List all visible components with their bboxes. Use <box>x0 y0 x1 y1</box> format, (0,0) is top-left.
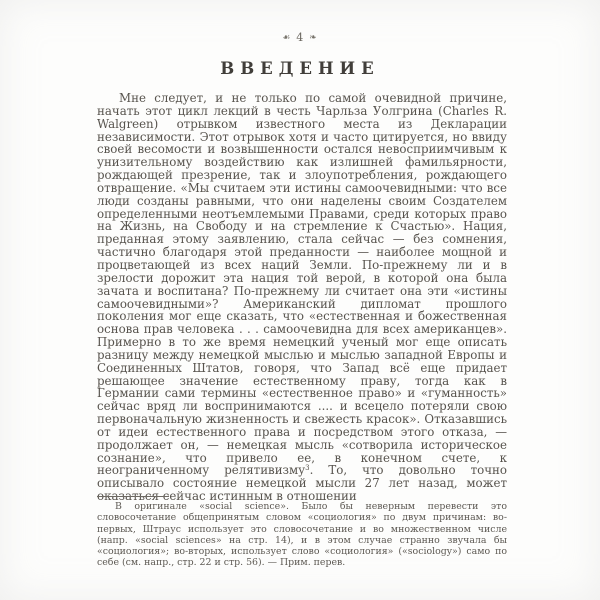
body-paragraph-part2: . То, что довольно точно описывало состояние немецкой мысли 27 лет назад, может оказаться сейчас истинным в отношении <box>97 463 507 504</box>
fleuron-left-icon: ☙ <box>282 33 292 43</box>
footnote-text: В оригинале «social science». Было бы неверным перевести это словосочетание общепринятым словом «социология» по двум причинам: во-первых, Штраус использует это словосочетание и во множественном числе (напр. «social sciences» на стр. 14), и в этом случае странно звучала бы «социология»; во-вторых, использует слово «социология» («sociology») само по себе (см. напр., стр. 22 и стр. 56). — Прим. перев. <box>97 501 507 569</box>
footnote-marker: 3 <box>305 464 310 473</box>
body-paragraph-part1: Мне следует, и не только по самой очевидной причине, начать этот цикл лекций в честь Чарльза Уолгрина (Charles R. Walgreen) отрывком известного места из Декларации независимости. Этот отрывок хотя и часто цитируется, но ввиду своей весомости и возвышенности остался невосприимчивым к унизительному воздействию как излишней фамильярности, рождающей презрение, так и злоупотребления, рождающего отвращение. «Мы считаем эти истины самоочевидными: что все люди созданы равными, что они наделены своим Создателем определенными неотъемлемыми Правами, среди которых право на Жизнь, на Свободу и на стремление к Счастью». Нация, преданная этому заявлению, стала сейчас — без сомнения, частично благодаря этой преданности — наиболее мощной и процветающей из всех наций Земли. По-прежнему ли и в зрелости дорожит эта нация той верой, в которой она была зачата и воспитана? По-прежнему ли считает она эти «истины самоочевидными»? Американский дипломат прошлого поколения мог еще сказать, что «естественная и божественная основа прав человека . . . самоочевидна для всех американцев». Примерно в то же время немецкий ученый мог еще описать разницу между немецкой мыслью и мыслью западной Европы и Соединенных Штатов, говоря, что Запад всё еще придает решающее значение естественному праву, тогда как в Германии сами термины «естественное право» и «гуманность» сейчас вряд ли воспринимаются .... и всецело потеряли свою первоначальную жизненность и свежесть красок». Отказавшись от идеи естественного права и посредством этого отказа, — продолжает он, — немецкая мысль «сотворила историческое сознание», что привело ее, в конечном счете, к неограниченному релятивизму <box>97 91 507 478</box>
body-paragraph <box>97 92 507 503</box>
chapter-title: ВВЕДЕНИЕ <box>220 59 380 78</box>
fleuron-right-icon: ❧ <box>309 33 318 43</box>
running-head <box>0 31 600 44</box>
page-number: 4 <box>296 31 305 44</box>
footnote-rule <box>97 496 169 497</box>
